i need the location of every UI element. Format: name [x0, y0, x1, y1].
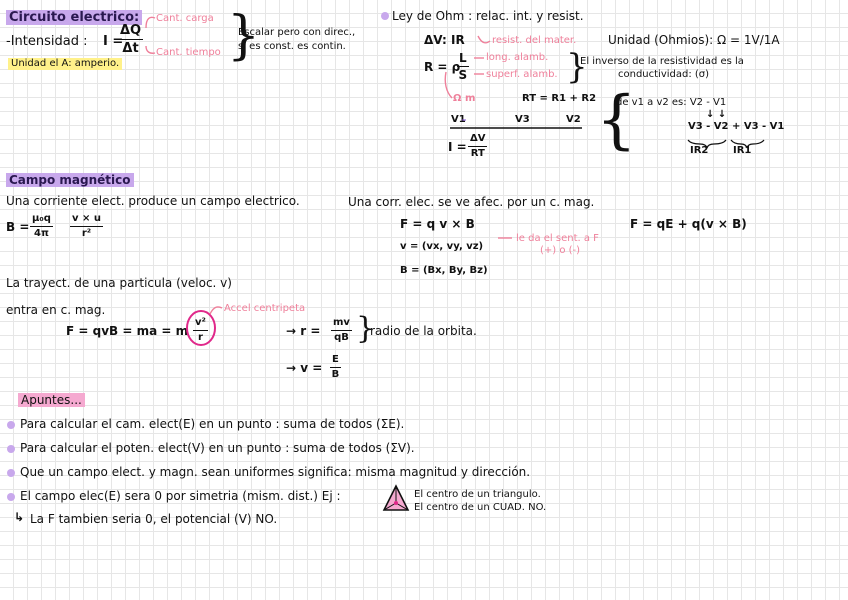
note-signo: (+) o (-) — [540, 245, 581, 256]
circuito-title: Circuito electrico: — [6, 10, 142, 25]
ohm-i-numerator: ΔV — [468, 134, 487, 147]
apuntes-item-4: El campo elec(E) sera 0 por simetria (mism. dist.) Ej : — [20, 489, 341, 503]
arrow-cant-tiempo — [146, 46, 155, 53]
circuito-brace: } — [227, 6, 261, 66]
escalar-line1: Escalar pero con direc., — [238, 27, 356, 38]
arrow-resist-mater — [478, 36, 490, 43]
b-fraction-1-denominator: 4π — [34, 228, 49, 239]
v2-numerator: v² — [193, 318, 208, 331]
apuntes-item-1: Para calcular el cam. elect(E) en un punto : suma de todos (ΣE). — [20, 417, 405, 431]
b-eq: B = — [6, 220, 30, 234]
r-numerator: mv — [331, 318, 352, 331]
escalar-line2: si es const. es contin. — [238, 41, 346, 52]
ohm-omega-m: Ω m — [453, 93, 476, 104]
ohm-inverso-brace: } — [566, 47, 588, 87]
magnetico-afec: Una corr. elec. se ve afec. por un c. mag. — [348, 195, 595, 209]
ohm-derivation-brace: { — [596, 83, 637, 157]
b-fraction-2-denominator: r² — [81, 228, 92, 239]
r-denominator: r — [197, 332, 203, 343]
derivation-title: de v1 a v2 es: V2 - V1 — [616, 97, 727, 108]
radio-brace: } — [356, 311, 376, 346]
unidad-amperio: Unidad el A: amperio. — [8, 58, 122, 70]
ohm-r-denominator: S — [458, 68, 468, 82]
note-accel-centripeta: Accel centripeta — [224, 303, 306, 314]
note-ley-sent: le da el sent. a F — [516, 233, 599, 244]
b-components: B = (Bx, By, Bz) — [400, 265, 488, 276]
derivation-sum: V3 - V2 + V3 - V1 — [688, 121, 785, 132]
v-arrow: → v = — [286, 361, 323, 375]
apuntes-item-2: Para calcular el poten. elect(V) en un punto : suma de todos (ΣV). — [20, 441, 415, 455]
ohm-dv: ΔV: IR — [424, 33, 465, 47]
apuntes-last-line: La F tambien seria 0, el potencial (V) NO. — [30, 512, 278, 526]
circuit-v2: V2 — [566, 114, 581, 125]
arrow-cant-carga — [146, 17, 155, 28]
intensidad-i-symbol: I = — [103, 34, 124, 49]
note-long-alamb: long. alamb. — [486, 52, 549, 63]
f-total: F = qE + q(v × B) — [630, 217, 747, 231]
v-numerator: E — [330, 355, 341, 368]
circuit-v1: V1 — [451, 114, 466, 125]
ohm-i-eq: I = — [448, 140, 467, 154]
f-qvb-line: F = qvB = ma = m — [66, 324, 189, 338]
return-arrow-icon: ↳ — [14, 510, 25, 524]
v-denominator: B — [331, 369, 340, 380]
intensidad-denominator: Δt — [122, 41, 139, 56]
ohm-title: Ley de Ohm : relac. int. y resist. — [392, 9, 584, 23]
ohm-i-denominator: RT — [470, 148, 485, 159]
underbrace-ir1 — [731, 140, 764, 148]
magnetico-title: Campo magnético — [6, 173, 134, 187]
ej-line1: El centro de un triangulo. — [414, 489, 541, 500]
circuit-v3: V3 — [515, 114, 530, 125]
r-arrow: → r = — [286, 324, 321, 338]
derivation-ir2: IR2 — [690, 145, 709, 156]
inverso-line1: El inverso de la resistividad es la — [580, 56, 744, 67]
note-cant-tiempo: Cant. tiempo — [156, 47, 221, 58]
b-fraction-2-numerator: v × u — [70, 214, 103, 227]
magnetico-line1: Una corriente elect. produce un campo electrico. — [6, 194, 300, 208]
underbrace-ir2 — [688, 140, 726, 148]
note-resist-mater: resist. del mater. — [492, 35, 577, 46]
v-components: v = (vx, vy, vz) — [400, 241, 484, 252]
circle-v2-r — [187, 311, 215, 345]
ohm-r-numerator: L — [459, 51, 467, 65]
arrow-accel-centripeta — [210, 307, 222, 314]
ohm-unidad: Unidad (Ohmios): Ω = 1V/1A — [608, 33, 780, 47]
apuntes-item-3: Que un campo elect. y magn. sean uniformes significa: misma magnitud y dirección. — [20, 465, 531, 479]
entra-line: entra en c. mag. — [6, 303, 106, 317]
note-cant-carga: Cant. carga — [156, 13, 214, 24]
arrow-rho-units — [445, 72, 452, 98]
inverso-line2: conductividad: (σ) — [618, 69, 710, 80]
radio-label: radio de la orbita. — [370, 324, 477, 338]
derivation-arrows: ↓ ↓ — [706, 109, 727, 120]
triangle-center — [394, 501, 398, 505]
intensidad-numerator: ΔQ — [120, 23, 142, 38]
ohm-rt: RT = R1 + R2 — [522, 93, 597, 104]
f-eq: F = q v × B — [400, 217, 475, 231]
ohm-r-eq: R = ρ — [424, 60, 461, 74]
b-fraction-1-numerator: μ₀q — [30, 214, 53, 227]
ej-line2: El centro de un CUAD. NO. — [414, 502, 547, 513]
intensidad-label: -Intensidad : — [6, 34, 88, 49]
r-denominator-qb: qB — [334, 332, 349, 343]
note-superf-alamb: superf. alamb. — [486, 69, 558, 80]
apuntes-title: Apuntes... — [18, 393, 85, 407]
trayect-line: La trayect. de una particula (veloc. v) — [6, 276, 232, 290]
derivation-ir1: IR1 — [733, 145, 752, 156]
